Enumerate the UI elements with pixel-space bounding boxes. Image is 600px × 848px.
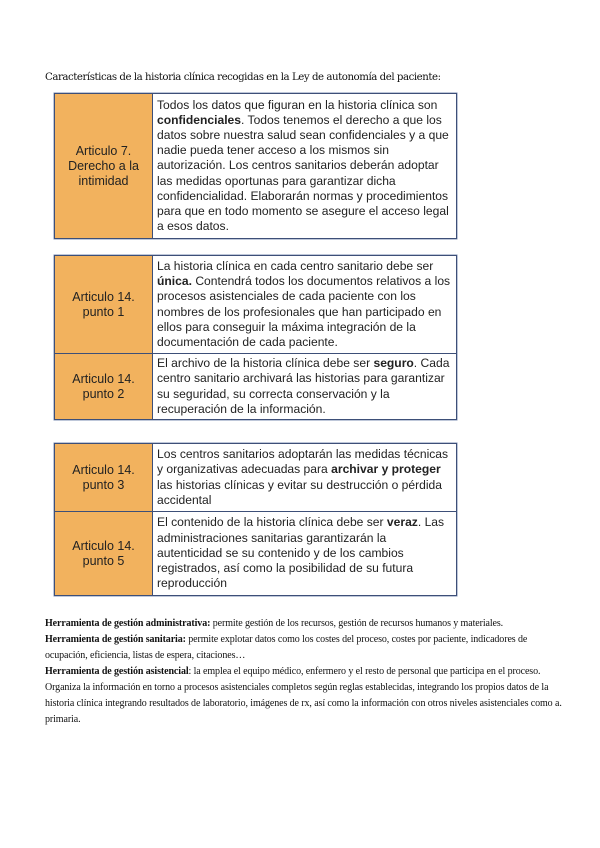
description-text: . Las administraciones sanitarias garantizarán la autenticidad se su contenido y de los cambios registrados, así como la posibilidad de su futura reproducción [157, 515, 445, 591]
article-label-line: Articulo 7. [75, 143, 132, 158]
article-label [55, 94, 153, 239]
table-row [55, 94, 457, 239]
description-text: Contendrá todos los documentos relativos a los procesos asistenciales de cada paciente con los nombres de los profesionales que han participado en ellos para conseguir la máxima integración de la documentación de cada paciente. [157, 274, 451, 349]
description-keyword: archivar y proteger [331, 462, 441, 477]
article-label [55, 444, 153, 512]
description-text: Los centros sanitarios adoptarán las medidas técnicas y organizativas adecuadas para [157, 447, 449, 477]
article-description [153, 444, 457, 512]
article-label-line: Articulo 14. [72, 371, 135, 386]
description-keyword: veraz [386, 515, 418, 530]
description-text: Todos los datos que figuran en la historia clínica son [157, 97, 438, 112]
description-keyword: única. [157, 274, 192, 289]
note-term: Herramienta de gestión administrativa: [45, 618, 211, 629]
description-text: El contenido de la historia clínica debe ser [157, 515, 387, 530]
description-keyword: seguro [373, 356, 414, 371]
article-table-archivo-veraz [54, 443, 457, 596]
article-table-unica-segura [54, 255, 457, 420]
table-row [55, 354, 457, 420]
table-row [55, 444, 457, 512]
article-label-line: punto 2 [82, 386, 125, 401]
note-text: : la emplea el equipo médico, enfermero y el resto de personal que participa en el proceso. Organiza la información en torno a procesos asistenciales completos según reglas establecidas, integrando los propios datos de la historia clínica integrando resultados de laboratorio, imágenes de rx, así como la información con otros niveles asistenciales como a. primaria. [45, 666, 562, 725]
article-description [153, 354, 457, 420]
description-text: . Cada centro sanitario archivará las historias para garantizar su seguridad, su correcta conservación y la recuperación de la información. [157, 356, 450, 416]
article-label-line: Articulo 14. [72, 538, 135, 553]
description-text: El archivo de la historia clínica debe ser [157, 356, 374, 371]
article-label-line: punto 5 [82, 553, 125, 568]
article-label-line: Articulo 14. [72, 289, 135, 304]
article-description [153, 256, 457, 354]
article-table-intimidad [54, 93, 457, 239]
description-keyword: confidenciales [157, 112, 242, 127]
note-text: permite explotar datos como los costes del proceso, costes por paciente, indicadores de ocupación, eficiencia, listas de espera, citaciones… [45, 634, 528, 661]
description-text: las historias clínicas y evitar su destrucción o pérdida accidental [157, 477, 443, 507]
tool-notes [45, 616, 565, 728]
article-label [55, 512, 153, 596]
table-row [55, 512, 457, 596]
description-text: . Todos tenemos el derecho a que los datos sobre nuestra salud sean confidenciales y a que nadie pueda tener acceso a los mismos sin autorización. Los centros sanitarios deberán adoptar las medidas oportunas para garantizar dicha confidencialidad. Elaborarán normas y procedimientos para que en todo momento se asegure el acceso legal a esos datos. [157, 112, 449, 234]
description-text: La historia clínica en cada centro sanitario debe ser [157, 258, 434, 273]
note-text: permite gestión de los recursos, gestión de recursos humanos y materiales. [210, 618, 504, 629]
article-label [55, 256, 153, 354]
article-label-line: Derecho a la [68, 158, 139, 173]
article-label-line: Articulo 14. [72, 462, 135, 477]
note-term: Herramienta de gestión sanitaria: [45, 634, 186, 645]
note-paragraph [45, 616, 565, 632]
article-label-line: punto 3 [82, 477, 125, 492]
article-label-line: punto 1 [82, 304, 125, 319]
note-paragraph [45, 632, 565, 664]
article-label-line: intimidad [78, 173, 129, 188]
article-label [55, 354, 153, 420]
note-term: Herramienta de gestión asistencial [45, 666, 189, 677]
page-title: Características de la historia clínica recogidas en la Ley de autonomía del paciente: [45, 72, 441, 83]
table-row [55, 256, 457, 354]
note-paragraph [45, 664, 565, 728]
article-description [153, 512, 457, 596]
article-description [153, 94, 457, 239]
